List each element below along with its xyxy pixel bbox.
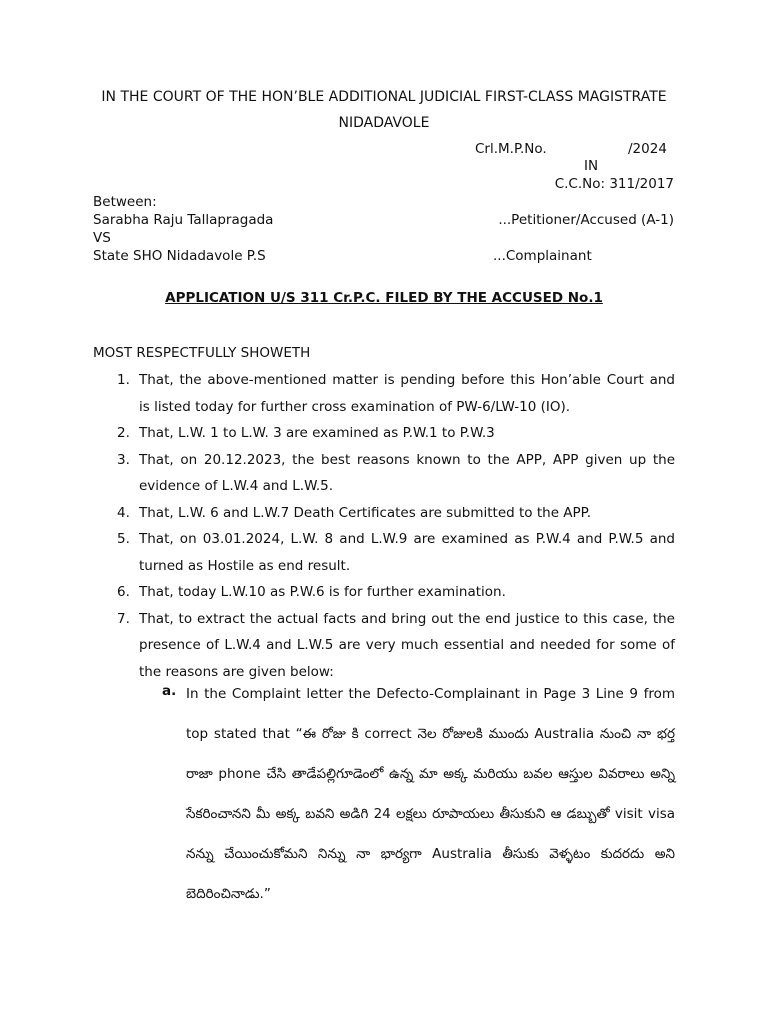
vs-label: VS xyxy=(93,230,111,246)
sub-point-letter: a. xyxy=(162,683,177,699)
court-heading: IN THE COURT OF THE HON’BLE ADDITIONAL JUDICIAL FIRST-CLASS MAGISTRATE xyxy=(101,89,667,105)
point-number: 1. xyxy=(117,372,130,388)
in-label: IN xyxy=(584,158,599,174)
complainant-name: State SHO Nidadavole P.S xyxy=(93,248,266,264)
cc-number: C.C.No: 311/2017 xyxy=(554,176,674,192)
point-text: That, on 03.01.2024, L.W. 8 and L.W.9 are examined as P.W.4 and P.W.5 and turned as Hostile as end result. xyxy=(139,531,675,574)
point-number: 4. xyxy=(117,504,130,521)
list-item xyxy=(93,447,675,500)
complainant-role: ...Complainant xyxy=(493,248,592,264)
sub-point-text: In the Complaint letter the Defecto-Complainant in Page 3 Line 9 from top stated that “ఈ రోజు కి correct నెల రోజులకి ముందు Australia నుంచి నా భర్త రాజా phone చేసి తాడేపల్లిగూడెంలో ఉన్న మా అక్క మరియు బవల ఆస్తుల వివరాలు అన్ని సేకరించానని మీ అక్క బవని అడిగి 24 లక్షలు రూపాయలు తీసుకుని ఆ డబ్బుతో visit visa నన్ను చేయించుకోమని నిన్ను నా భార్యగా Australia తీసుకు వెళ్ళటం కుదరదు అని బెదిరించినాడు.” xyxy=(186,686,675,902)
point-number: 2. xyxy=(117,425,130,441)
intro-heading: MOST RESPECTFULLY SHOWETH xyxy=(93,345,311,361)
list-item xyxy=(93,579,675,606)
sub-point-a xyxy=(162,683,675,928)
point-number: 3. xyxy=(117,451,130,468)
crl-mp-label: Crl.M.P.No. xyxy=(475,141,547,157)
list-item xyxy=(93,500,675,527)
point-number: 6. xyxy=(117,584,130,600)
point-text: That, L.W. 1 to L.W. 3 are examined as P.W.1 to P.W.3 xyxy=(139,425,495,441)
point-text: That, on 20.12.2023, the best reasons known to the APP, APP given up the evidence of L.W.4 and L.W.5. xyxy=(139,451,675,494)
point-text: That, to extract the actual facts and bring out the end justice to this case, the presence of L.W.4 and L.W.5 are very much essential and needed for some of the reasons are given below: xyxy=(139,610,675,680)
point-number: 7. xyxy=(117,610,130,627)
point-text: That, L.W. 6 and L.W.7 Death Certificates are submitted to the APP. xyxy=(139,504,591,521)
list-item xyxy=(93,420,675,447)
petitioner-role: ...Petitioner/Accused (A-1) xyxy=(498,212,674,228)
crl-mp-year: /2024 xyxy=(628,141,667,157)
point-text: That, the above-mentioned matter is pending before this Hon’able Court and is listed today for further cross examination of PW-6/LW-10 (IO). xyxy=(139,372,675,415)
point-number: 5. xyxy=(117,531,130,547)
list-item xyxy=(93,526,675,579)
between-label: Between: xyxy=(93,194,157,210)
application-title: APPLICATION U/S 311 Cr.P.C. FILED BY THE ACCUSED No.1 xyxy=(165,290,603,306)
petitioner-name: Sarabha Raju Tallapragada xyxy=(93,212,274,228)
numbered-points xyxy=(93,367,675,685)
point-text: That, today L.W.10 as P.W.6 is for further examination. xyxy=(139,584,506,600)
court-place: NIDADAVOLE xyxy=(338,115,430,131)
list-item xyxy=(93,367,675,420)
